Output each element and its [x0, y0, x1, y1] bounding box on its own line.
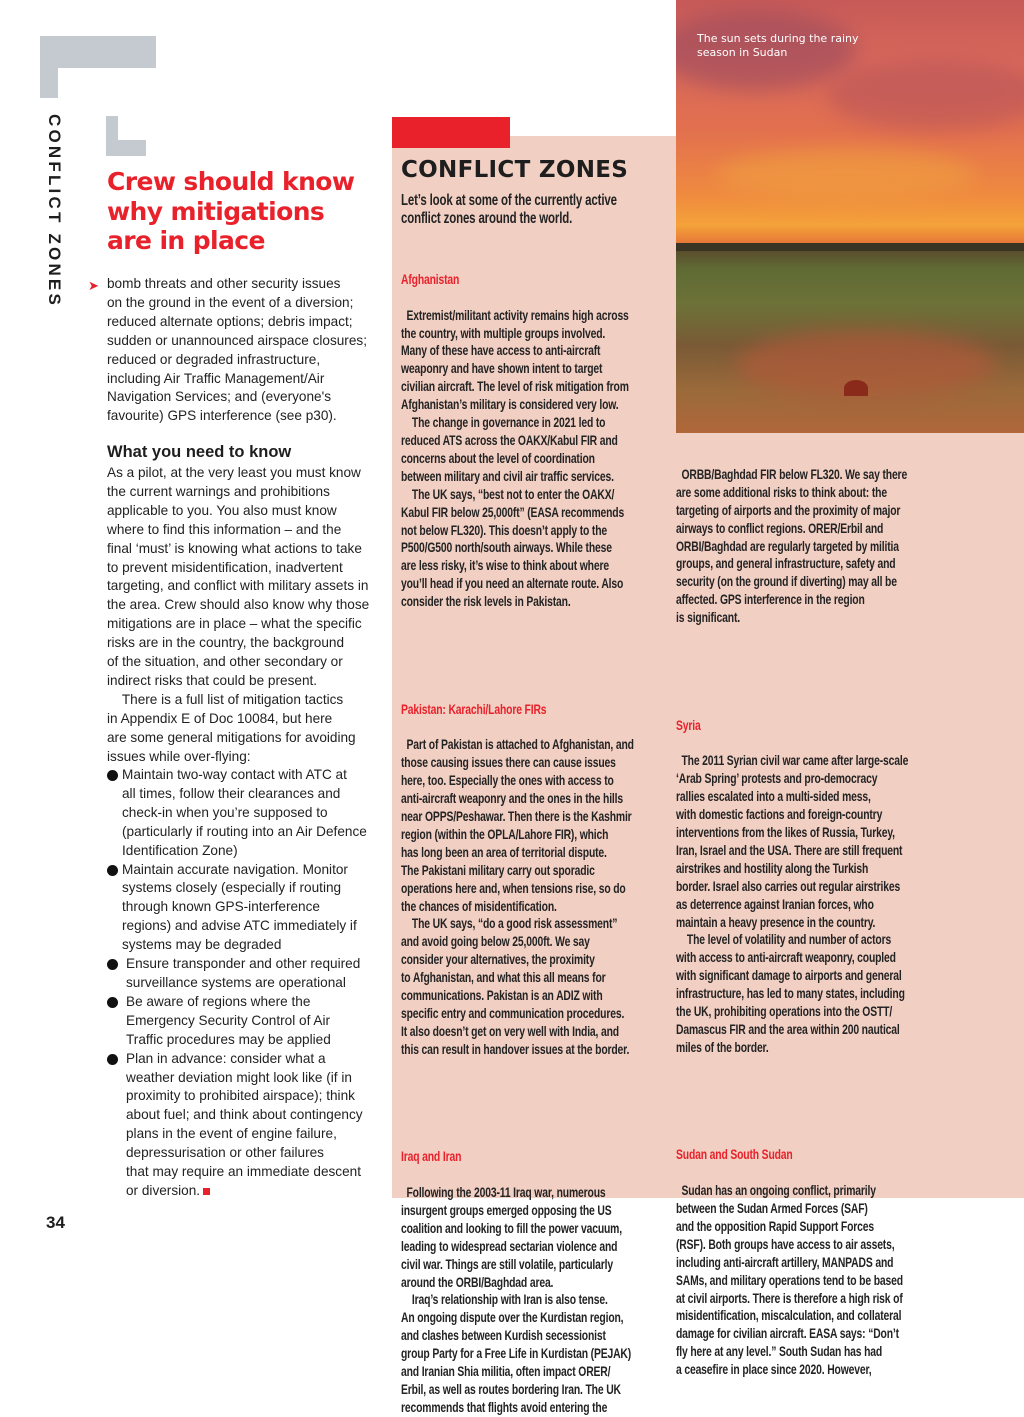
panel-intro: Let’s look at some of the currently active conflict zones around the world.: [401, 192, 617, 227]
bullet-icon: [107, 865, 118, 876]
list-item: Maintain two-way contact with ATC at all times, follow their clearances and check-in when you’re supposed to (particularly if routing into an Air Defence Identification Zone): [107, 766, 367, 861]
list-item: Ensure transponder and other required surveillance systems are operational: [107, 955, 367, 993]
photo-caption: The sun sets during the rainy season in Sudan: [697, 32, 859, 59]
bullet-icon: [107, 770, 118, 781]
bullet-icon: [107, 997, 118, 1008]
section-heading-afghanistan: Afghanistan: [401, 270, 460, 287]
section-body-pakistan: Part of Pakistan is attached to Afghanistan, and those causing issues there can cause issues here, too. Especially the ones with access to anti-aircraft weaponry and the ones in the hills near OPPS/Peshawar. Then there is the Kashmir region (within the OPLA/Lahore FIR), which has long been an area of territorial dispute. The Pakistani military carry out sporadic operations here and, when tensions rise, so do the chances of misidentification. The UK says, “do a good risk assessment” and avoid going below 25,000ft. We say consider your alternatives, the proximity to Afghanistan, and what this all means for communications. Pakistan is an ADIZ with specific entry and communication procedures. It also doesn’t get on very well with India, and this can result in handover issues at the border.: [401, 736, 634, 1057]
sudan-sunset-photo: [676, 0, 1024, 433]
left-body-text: As a pilot, at the very least you must know the current warnings and prohibitions applicable to you. You also must know where to find this information – and the final ‘must’ is knowing what actions to take to prevent misidentification, inadvertent targeting, and conflict with military assets in the area. Crew should also know why those mitigations are in place – what the specific risks are in the country, the background of the situation, and other secondary or indirect risks that could be present. There is a full list of mitigation tactics in Appendix E of Doc 10084, but here are some general mitigations for avoiding issues while over-flying:: [107, 465, 370, 764]
end-mark-icon: [203, 1188, 210, 1195]
list-item: Plan in advance: consider what a weather deviation might look like (if in proximity to prohibited airspace); think about fuel; and think about contingency plans in the event of engine failure, depressurisation or other failures that may require an immediate descent or diversion.: [107, 1050, 367, 1201]
section-heading-iraq-iran: Iraq and Iran: [401, 1148, 462, 1165]
decorative-block-side: [40, 36, 58, 98]
list-item: Maintain accurate navigation. Monitor systems closely (especially if routing through known GPS-interference regions) and advise ATC immediately if systems may be degraded: [107, 861, 367, 956]
section-body-syria: The 2011 Syrian civil war came after large-scale ‘Arab Spring’ protests and pro-democracy rallies escalated into a multi-sided mess, with domestic factions and foreign-country interventions from the likes of Russia, Turkey, Iran, Israel and the USA. There are still frequent airstrikes and hostility along the Turkish border. Israel also carries out regular airstrikes as deterrence against Iranian forces, who maintain a heavy presence in the country. The level of volatility and number of actors with access to anti-aircraft weaponry, coupled with significant damage to airports and general infrastructure, has led to many states, including the UK, prohibiting operations into the OSTT/ Damascus FIR and the area within 200 nautical miles of the border.: [676, 752, 909, 1055]
section-body-iraq-iran-continued: ORBB/Baghdad FIR below FL320. We say there are some additional risks to think about: the targeting of airports and the proximity of major airways to conflict regions. ORER/Erbil and ORBI/Baghdad are regularly targeted by militia groups, and general infrastructure, safety and security (on the ground if diverting) may all be affected. GPS interference in the region is significant.: [676, 465, 908, 626]
left-intro-text: bomb threats and other security issues on the ground in the event of a diversion; reduced alternate options; debris impact; sudden or unannounced airspace closures; reduced or degraded infrastructure, including Air Traffic Management/Air Navigation Services; and (everyone's favourite) GPS interference (see p30).: [107, 276, 367, 424]
subheading: What you need to know: [107, 443, 292, 461]
decorative-corner-small-base: [106, 140, 146, 156]
mitigations-list: [107, 766, 367, 1201]
section-body-iraq-iran: Following the 2003-11 Iraq war, numerous insurgent groups emerged opposing the US coalition and looking to fill the power vacuum, leading to widespread sectarian violence and civil war. Things are still volatile, particularly around the ORBI/Baghdad area. Iraq’s relationship with Iran is also tense. An ongoing dispute over the Kurdistan region, and clashes between Kurdish secessionist group Party for a Free Life in Kurdistan (PEJAK) and Iranian Shia militia, often impact ORER/ Erbil, as well as routes bordering Iran. The UK recommends that flights avoid entering the: [401, 1183, 632, 1415]
section-body-afghanistan: Extremist/militant activity remains high across the country, with multiple groups involved. Many of these have access to anti-aircraft weaponry and have shown intent to target civilian aircraft. The level of risk mitigation from Afghanistan’s military is considered very low. The change in governance in 2021 led to reduced ATS across the OAKX/Kabul FIR and concerns about the level of coordination between military and civil air traffic services. The UK says, “best not to enter the OAKX/ Kabul FIR below 25,000ft” (EASA recommends not below FL320). This doesn’t apply to the P500/G500 north/south airways. While these are less risky, it’s wise to think about where you’ll head if you need an alternate route. Also consider the risk levels in Pakistan.: [401, 306, 629, 610]
section-heading-syria: Syria: [676, 716, 701, 733]
bullet-icon: [107, 1054, 118, 1065]
headline: Crew should know why mitigations are in place: [107, 167, 355, 255]
page-number: 34: [46, 1213, 65, 1232]
panel-column-right: [676, 448, 908, 1379]
section-body-sudan: Sudan has an ongoing conflict, primarily between the Sudan Armed Forces (SAF) and the opposition Rapid Support Forces (RSF). Both groups have access to air assets, including anti-aircraft artillery, MANPADS and SAMs, and military operations tend to be based at civil airports. There is therefore a high risk of misidentification, miscalculation, and collateral damage for civilian aircraft. EASA says: “Don’t fly here at any level.” South Sudan has had a ceasefire in place since 2020. However,: [676, 1182, 903, 1378]
panel-title: CONFLICT ZONES: [401, 157, 629, 183]
section-heading-pakistan: Pakistan: Karachi/Lahore FIRs: [401, 700, 547, 717]
panel-tab-accent: [392, 117, 510, 148]
section-label: CONFLICT ZONES: [45, 114, 64, 309]
section-heading-sudan: Sudan and South Sudan: [676, 1146, 793, 1163]
list-item: Be aware of regions where the Emergency Security Control of Air Traffic procedures may be applied: [107, 993, 367, 1050]
panel-column-middle: [401, 235, 634, 1417]
continuation-arrow-icon: ➤: [88, 278, 99, 293]
bullet-icon: [107, 959, 118, 970]
